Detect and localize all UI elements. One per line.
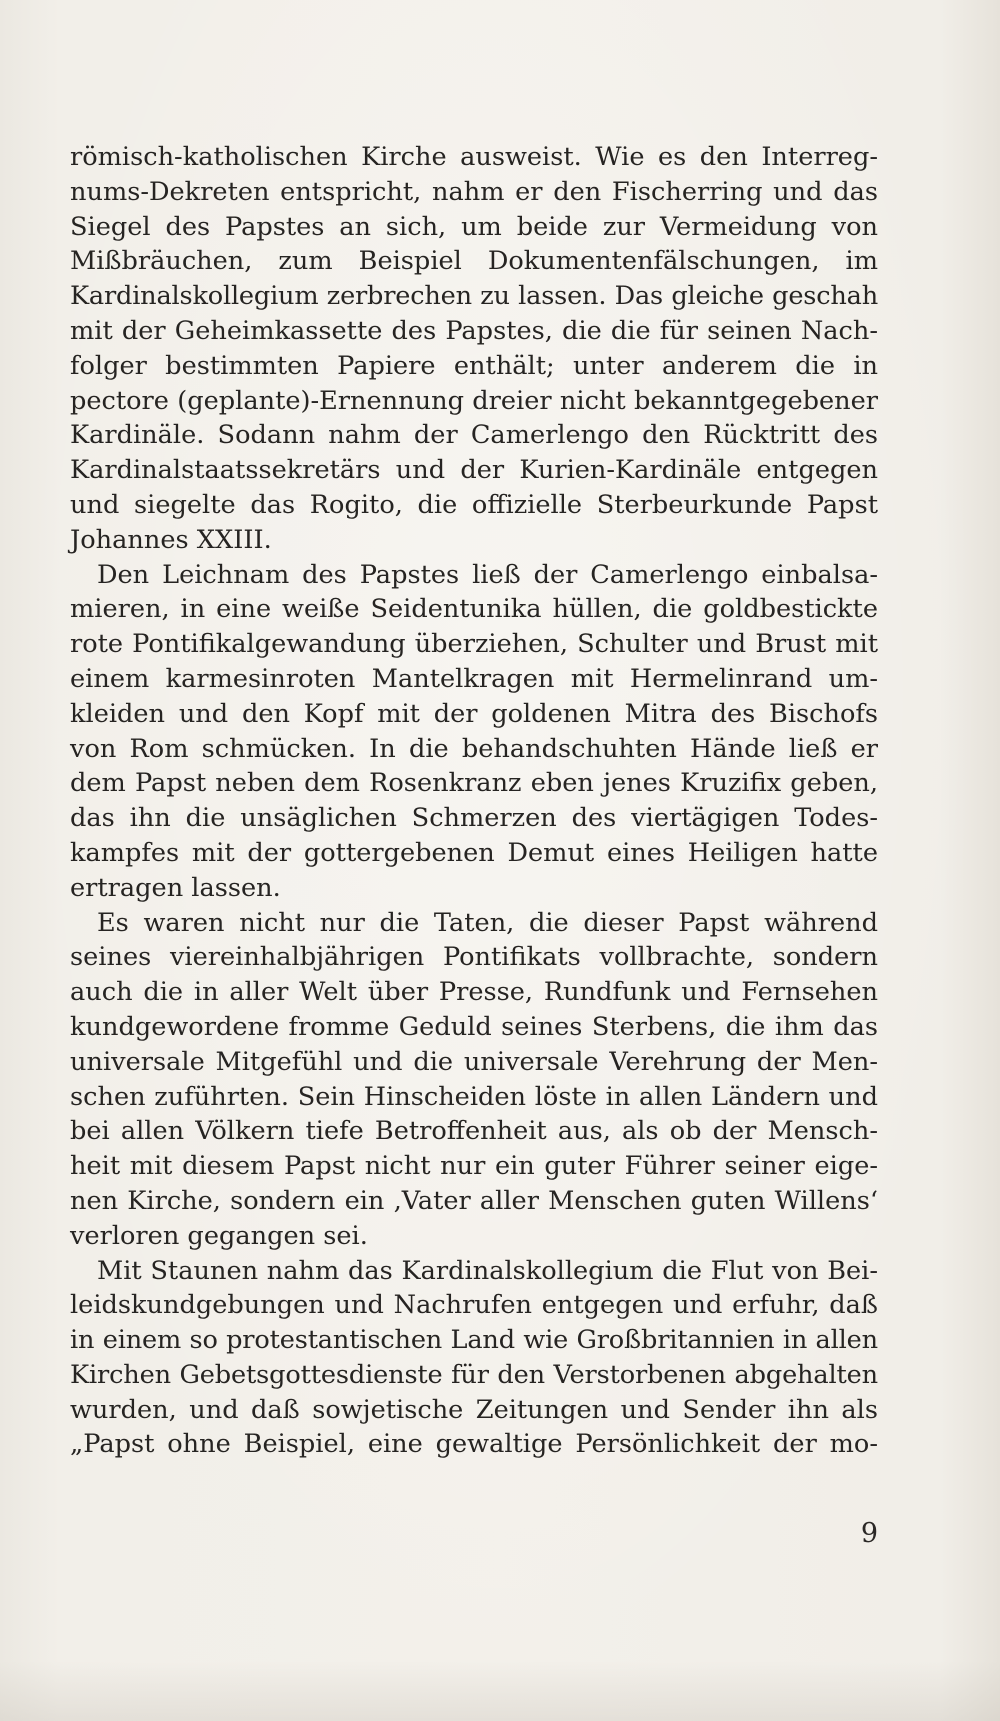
text-line: kampfes mit der gottergebenen Demut eines Heiligen hatte xyxy=(70,837,878,868)
text-line: Kirchen Gebetsgottesdienste für den Verstorbenen abgehalten xyxy=(70,1359,878,1390)
text-line: kleiden und den Kopf mit der goldenen Mitra des Bischofs xyxy=(70,698,878,729)
text-line: mieren, in eine weiße Seidentunika hüllen, die goldbestickte xyxy=(70,594,878,625)
text-line: nen Kirche, sondern ein ‚Vater aller Menschen guten Willens‘ xyxy=(70,1185,878,1216)
text-line: in einem so protestantischen Land wie Großbritannien in allen xyxy=(70,1325,878,1356)
text-line: und siegelte das Rogito, die offizielle Sterbeurkunde Papst xyxy=(70,489,878,520)
text-line: römisch-katholischen Kirche ausweist. Wie es den Interreg- xyxy=(70,142,878,172)
text-line: Mit Staunen nahm das Kardinalskollegium die Flut von Bei- xyxy=(97,1255,878,1286)
text-line: leidskundgebungen und Nachrufen entgegen und erfuhr, daß xyxy=(70,1290,878,1321)
text-line: folger bestimmten Papiere enthält; unter anderem die in xyxy=(70,350,878,381)
text-line: heit mit diesem Papst nicht nur ein guter Führer seiner eige- xyxy=(70,1151,878,1182)
text-line: verloren gegangen sei. xyxy=(70,1220,368,1251)
page-number: 9 xyxy=(860,1518,878,1549)
text-line: auch die in aller Welt über Presse, Rundfunk und Fernsehen xyxy=(70,977,878,1008)
text-line: Kardinalstaatssekretärs und der Kurien-Kardinäle entgegen xyxy=(70,455,878,486)
text-line: bei allen Völkern tiefe Betroffenheit aus, als ob der Mensch- xyxy=(70,1116,878,1147)
text-line: dem Papst neben dem Rosenkranz eben jenes Kruzifix geben, xyxy=(70,768,878,799)
text-line: wurden, und daß sowjetische Zeitungen und Sender ihn als xyxy=(70,1394,878,1425)
text-line: Johannes XXIII. xyxy=(70,524,272,555)
text-line: Kardinäle. Sodann nahm der Camerlengo den Rücktritt des xyxy=(70,420,878,451)
text-line: „Papst ohne Beispiel, eine gewaltige Persönlichkeit der mo- xyxy=(70,1429,878,1460)
body-text xyxy=(70,140,878,1462)
text-line: schen zuführten. Sein Hinscheiden löste in allen Ländern und xyxy=(70,1081,878,1112)
text-line: Mißbräuchen, zum Beispiel Dokumentenfälschungen, im xyxy=(70,246,878,277)
text-line: einem karmesinroten Mantelkragen mit Hermelinrand um- xyxy=(70,663,878,694)
text-line: nums-Dekreten entspricht, nahm er den Fischerring und das xyxy=(70,176,878,207)
text-line: seines viereinhalbjährigen Pontifikats vollbrachte, sondern xyxy=(70,942,878,973)
text-line: Siegel des Papstes an sich, um beide zur Vermeidung von xyxy=(70,211,878,242)
text-line: von Rom schmücken. In die behandschuhten Hände ließ er xyxy=(70,733,878,764)
text-line: Kardinalskollegium zerbrechen zu lassen. Das gleiche geschah xyxy=(70,281,878,312)
text-line: pectore (geplante)-Ernennung dreier nicht bekanntgegebener xyxy=(70,385,878,416)
text-line: rote Pontifikalgewandung überziehen, Schulter und Brust mit xyxy=(70,629,878,660)
text-line: Es waren nicht nur die Taten, die dieser Papst während xyxy=(97,907,878,938)
text-line: mit der Geheimkassette des Papstes, die die für seinen Nach- xyxy=(70,315,878,346)
text-line: kundgewordene fromme Geduld seines Sterbens, die ihm das xyxy=(70,1011,878,1042)
text-line: universale Mitgefühl und die universale Verehrung der Men- xyxy=(70,1046,878,1077)
text-line: ertragen lassen. xyxy=(70,872,281,903)
text-line: Den Leichnam des Papstes ließ der Camerlengo einbalsa- xyxy=(97,559,878,590)
text-line: das ihn die unsäglichen Schmerzen des viertägigen Todes- xyxy=(70,803,878,834)
